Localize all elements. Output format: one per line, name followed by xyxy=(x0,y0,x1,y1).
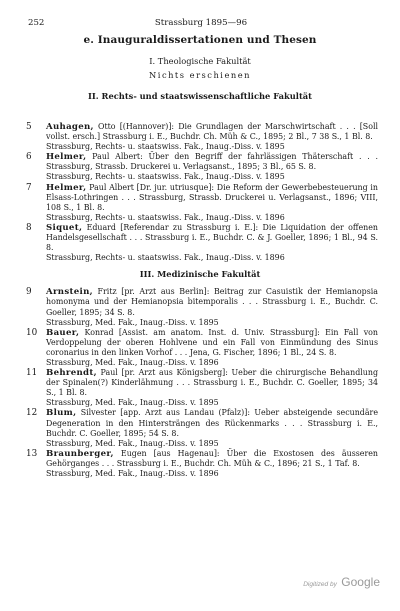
author-name: Braunberger, xyxy=(46,448,114,459)
entry-number: 6 xyxy=(26,152,32,163)
entry-text xyxy=(26,152,378,172)
entry-source-line: Strassburg, Med. Fak., Inaug.-Diss. v. 1895 xyxy=(46,317,219,327)
entry-text xyxy=(26,182,378,213)
entry-source-line: Strassburg, Med. Fak., Inaug.-Diss. v. 1896 xyxy=(46,469,219,478)
entry-body xyxy=(46,223,378,253)
entry-source-line: Strassburg, Rechts- u. staatswiss. Fak., Inaug.-Diss. v. 1896 xyxy=(46,253,285,263)
bibliography-entry xyxy=(0,408,400,448)
entry-source-line: Strassburg, Rechts- u. staatswiss. Fak., Inaug.-Diss. v. 1895 xyxy=(46,142,285,152)
entry-body xyxy=(46,152,378,172)
entry-number: 10 xyxy=(26,327,38,338)
entry-group-law xyxy=(0,122,400,263)
section-heading: e. Inauguraldissertationen und Thesen xyxy=(83,34,317,46)
author-name: Arnstein, xyxy=(46,287,93,298)
entry-text xyxy=(26,222,378,253)
nothing-published-note: Nichts erschienen xyxy=(149,70,251,80)
entry-text xyxy=(26,327,378,358)
entry-body xyxy=(46,449,378,469)
entry-list xyxy=(0,122,400,479)
entry-body xyxy=(46,287,378,317)
author-name: Helmer, xyxy=(46,182,87,193)
entry-body xyxy=(46,408,378,438)
entry-title: Eugen [aus Hagenau]: Über die Exostosen des äusseren Gehörganges . . . Strassburg i. E., Buchdr. Ch. Müh & C., 1896; 21 S., 1 Taf. 8. xyxy=(46,448,378,468)
bibliography-entry xyxy=(0,152,400,182)
author-name: Siquet, xyxy=(46,222,83,233)
faculty-heading-medicine: III. Medizinische Fakultät xyxy=(139,269,261,280)
entry-body xyxy=(46,183,378,213)
faculty-heading-theology: I. Theologische Fakultät xyxy=(149,56,251,66)
entry-number: 9 xyxy=(26,287,32,298)
entry-body xyxy=(46,368,378,398)
entry-number: 5 xyxy=(26,122,32,132)
bibliography-entry xyxy=(0,287,400,327)
entry-text xyxy=(26,448,378,469)
entry-title: Eduard [Referendar zu Strassburg i. E.]: Die Liquidation der offenen Handelsgesellschaft . . . Strassburg i. E., Buchdr. C. & J. Goeller, 1896; 1 Bl., 94 S. 8. xyxy=(46,222,378,253)
entry-title: Silvester [app. Arzt aus Landau (Pfalz)]: Ueber absteigende secundäre Degeneration in den Hintersträngen des Rückenmarks . . . Strassburg i. E., Buchdr. C. Goeller, 1895; 54 S. 8. xyxy=(46,408,378,438)
entry-number: 7 xyxy=(26,182,32,193)
bibliography-entry xyxy=(0,368,400,408)
faculty-heading-law: II. Rechts- und staatswissenschaftliche Fakultät xyxy=(88,91,312,101)
running-header xyxy=(28,18,374,30)
bibliography-entry xyxy=(0,328,400,368)
entry-source-line: Strassburg, Med. Fak., Inaug.-Diss. v. 1895 xyxy=(46,438,219,448)
page-number: 252 xyxy=(28,18,45,28)
entry-number: 12 xyxy=(26,408,38,419)
entry-text xyxy=(26,408,378,438)
entry-title: Paul Albert [Dr. jur. utriusque]: Die Reform der Gewerbebesteuerung in Elsass-Lothringen . . . Strassburg, Strassb. Druckerei u. Verlagsanst., 1896; VIII, 108 S., 1 Bl. 8. xyxy=(46,182,378,212)
author-name: Blum, xyxy=(46,408,77,419)
digitized-watermark xyxy=(303,573,380,591)
author-name: Bauer, xyxy=(46,327,80,338)
entry-source-line: Strassburg, Rechts- u. staatswiss. Fak., Inaug.-Diss. v. 1895 xyxy=(46,172,285,182)
watermark-digitized-text: Digitized by xyxy=(303,581,337,588)
author-name: Behrendt, xyxy=(46,368,97,379)
entry-source-line: Strassburg, Rechts- u. staatswiss. Fak., Inaug.-Diss. v. 1896 xyxy=(46,212,285,222)
author-name: Auhagen, xyxy=(46,122,94,132)
entry-number: 11 xyxy=(26,368,38,379)
entry-source-line: Strassburg, Med. Fak., Inaug.-Diss. v. 1895 xyxy=(46,398,219,408)
entry-text xyxy=(26,368,378,398)
entry-body xyxy=(46,122,378,142)
entry-body xyxy=(46,328,378,358)
entry-source-line: Strassburg, Med. Fak., Inaug.-Diss. v. 1896 xyxy=(46,357,219,367)
entry-group-medicine xyxy=(0,287,400,479)
entry-number: 8 xyxy=(26,222,32,233)
entry-title: Fritz [pr. Arzt aus Berlin]: Beitrag zur Casuistik der Hemianopsia homonyma und der Hemianopsia bitemporalis . . . Strassburg i. E., Buchdr. C. Goeller, 1895; 34 S. 8. xyxy=(46,287,378,317)
entry-title: Paul Albert: Über den Begriff der fahrlässigen Thäterschaft . . . Strassburg, Strassb. Druckerei u. Verlagsanst., 1895; 3 Bl., 65 S. 8. xyxy=(46,152,378,172)
entry-number: 13 xyxy=(26,448,38,459)
entry-title: Konrad [Assist. am anatom. Inst. d. Univ. Strassburg]: Ein Fall von Verdoppelung der oberen Hohlvene und ein Fall von Einmündung des Sinus coronarius in den linken Vorhof . . . Jena, G. Fischer, 1896; 1 Bl., 24 S. 8. xyxy=(46,327,378,357)
author-name: Helmer, xyxy=(46,152,87,163)
bibliography-entry xyxy=(0,122,400,152)
entry-title: Otto [(Hannover)]: Die Grundlagen der Marschwirtschaft . . . [Soll vollst. ersch.] Strassburg i. E., Buchdr. Ch. Müh & C., 1895; 2 Bl., 7 38 S., 1 Bl. 8. xyxy=(46,122,378,142)
google-logo: Google xyxy=(341,575,380,589)
bibliography-entry xyxy=(0,223,400,263)
bibliography-entry xyxy=(0,449,400,479)
entry-text xyxy=(26,287,378,317)
bibliography-entry xyxy=(0,183,400,223)
entry-text xyxy=(26,122,378,142)
running-title: Strassburg 1895—96 xyxy=(154,18,248,28)
entry-title: Paul [pr. Arzt aus Königsberg]: Ueber die chirurgische Behandlung der Spinalen(?) Kinderlähmung . . . Strassburg i. E., Buchdr. C. Goeller, 1895; 34 S., 1 Bl. 8. xyxy=(46,368,378,398)
